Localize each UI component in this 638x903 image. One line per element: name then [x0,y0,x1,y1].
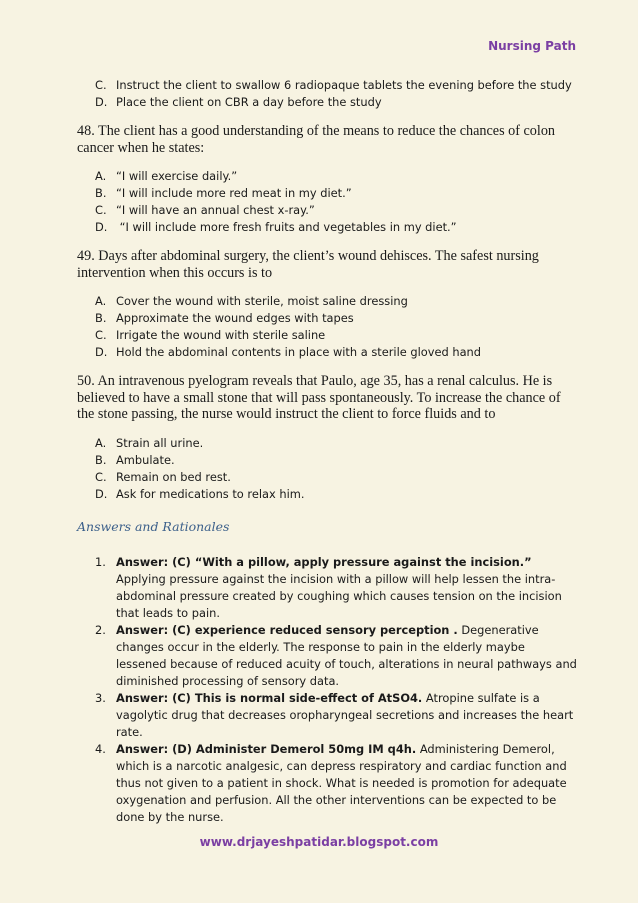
answer-label: Answer: (C) This is normal side-effect of AtSO4. [116,690,423,705]
option-letter: A. [95,435,107,450]
option-item [95,293,577,310]
option-text: “I will include more red meat in my diet.” [116,186,352,200]
answer-number: 2. [95,622,106,637]
option-letter: D. [95,486,108,501]
question-50-options [77,435,577,503]
page-header-title: Nursing Path [488,39,576,53]
answer-rationale: Degenerative changes occur in the elderly. The response to pain in the elderly maybe lessened because of reduced acuity of touch, alterations in neural pathways and diminished processing of sensory data. [116,622,577,688]
option-letter: B. [95,311,107,325]
answer-body [116,622,577,690]
option-letter: C. [95,469,107,484]
option-item [95,310,577,327]
answer-label: Answer: (C) “With a pillow, apply pressure against the incision.” [116,554,532,569]
answer-label: Answer: (D) Administer Demerol 50mg IM q4h. [116,741,417,756]
option-item [95,452,577,469]
question-50: 50. An intravenous pyelogram reveals that Paulo, age 35, has a renal calculus. He is believed to have a small stone that will pass spontaneously. To increase the chance of the stone passing, the nurse would instruct the client to force fluids and to [77,373,561,422]
option-letter: D. [95,95,108,109]
answers-section-title: Answers and Rationales [77,518,230,534]
option-text: Hold the abdominal contents in place with a sterile gloved hand [116,345,482,359]
option-text: Irrigate the wound with sterile saline [116,328,326,342]
option-letter: D. [95,220,108,234]
option-text: Ambulate. [116,452,175,467]
option-text: “I will include more fresh fruits and vegetables in my diet.” [116,220,457,234]
option-item [95,486,577,503]
option-item [95,344,577,361]
answer-body [116,690,577,741]
answer-number: 3. [95,690,106,705]
option-item [95,168,577,185]
answer-label: Answer: (C) experience reduced sensory perception . [116,622,458,637]
option-text: Place the client on CBR a day before the study [116,95,382,109]
page-content [77,77,577,826]
answer-body [116,554,577,622]
option-text: Strain all urine. [116,435,204,450]
option-item [95,77,577,94]
option-letter: B. [95,452,107,467]
answer-rationale: Applying pressure against the incision with a pillow will help lessen the intra-abdominal pressure created by coughing which causes tension on the incision that leads to pain. [116,571,562,620]
option-text: “I will have an annual chest x-ray.” [116,203,315,217]
option-item [95,94,577,111]
option-item [95,435,577,452]
option-letter: A. [95,169,107,183]
option-letter: C. [95,328,107,342]
option-item [95,469,577,486]
answer-rationale: Administering Demerol, which is a narcotic analgesic, can depress respiratory and cardiac function and thus not given to a patient in shock. What is needed is promotion for adequate oxygenation and perfusion. All the other interventions can be expected to be done by the nurse. [116,741,567,824]
footer-blog-link[interactable]: www.drjayeshpatidar.blogspot.com [199,835,439,849]
option-text: “I will exercise daily.” [116,169,238,183]
previous-question-options [77,77,577,111]
option-item [95,202,577,219]
option-text: Ask for medications to relax him. [116,486,305,501]
option-text: Remain on bed rest. [116,469,231,484]
question-48-options [77,168,577,236]
question-49: 49. Days after abdominal surgery, the client’s wound dehisces. The safest nursing intervention when this occurs is to [77,248,539,281]
answer-item [95,622,577,690]
option-letter: D. [95,345,108,359]
option-item [95,219,577,236]
answer-item [95,741,577,826]
answer-body [116,741,577,826]
option-item [95,185,577,202]
option-letter: A. [95,294,107,308]
answer-number: 4. [95,741,106,756]
question-48: 48. The client has a good understanding of the means to reduce the chances of colon cancer when he states: [77,123,556,156]
option-item [95,327,577,344]
answer-number: 1. [95,554,106,569]
option-text: Approximate the wound edges with tapes [116,311,354,325]
option-text: Cover the wound with sterile, moist saline dressing [116,294,408,308]
answer-rationale: Atropine sulfate is a vagolytic drug that decreases oropharyngeal secretions and increases the heart rate. [116,690,574,739]
question-49-options [77,293,577,361]
option-letter: C. [95,203,107,217]
option-letter: C. [95,78,107,92]
answer-item [95,554,577,622]
answer-item [95,690,577,741]
answers-list [77,554,577,826]
option-text: Instruct the client to swallow 6 radiopaque tablets the evening before the study [116,78,572,92]
option-letter: B. [95,186,107,200]
